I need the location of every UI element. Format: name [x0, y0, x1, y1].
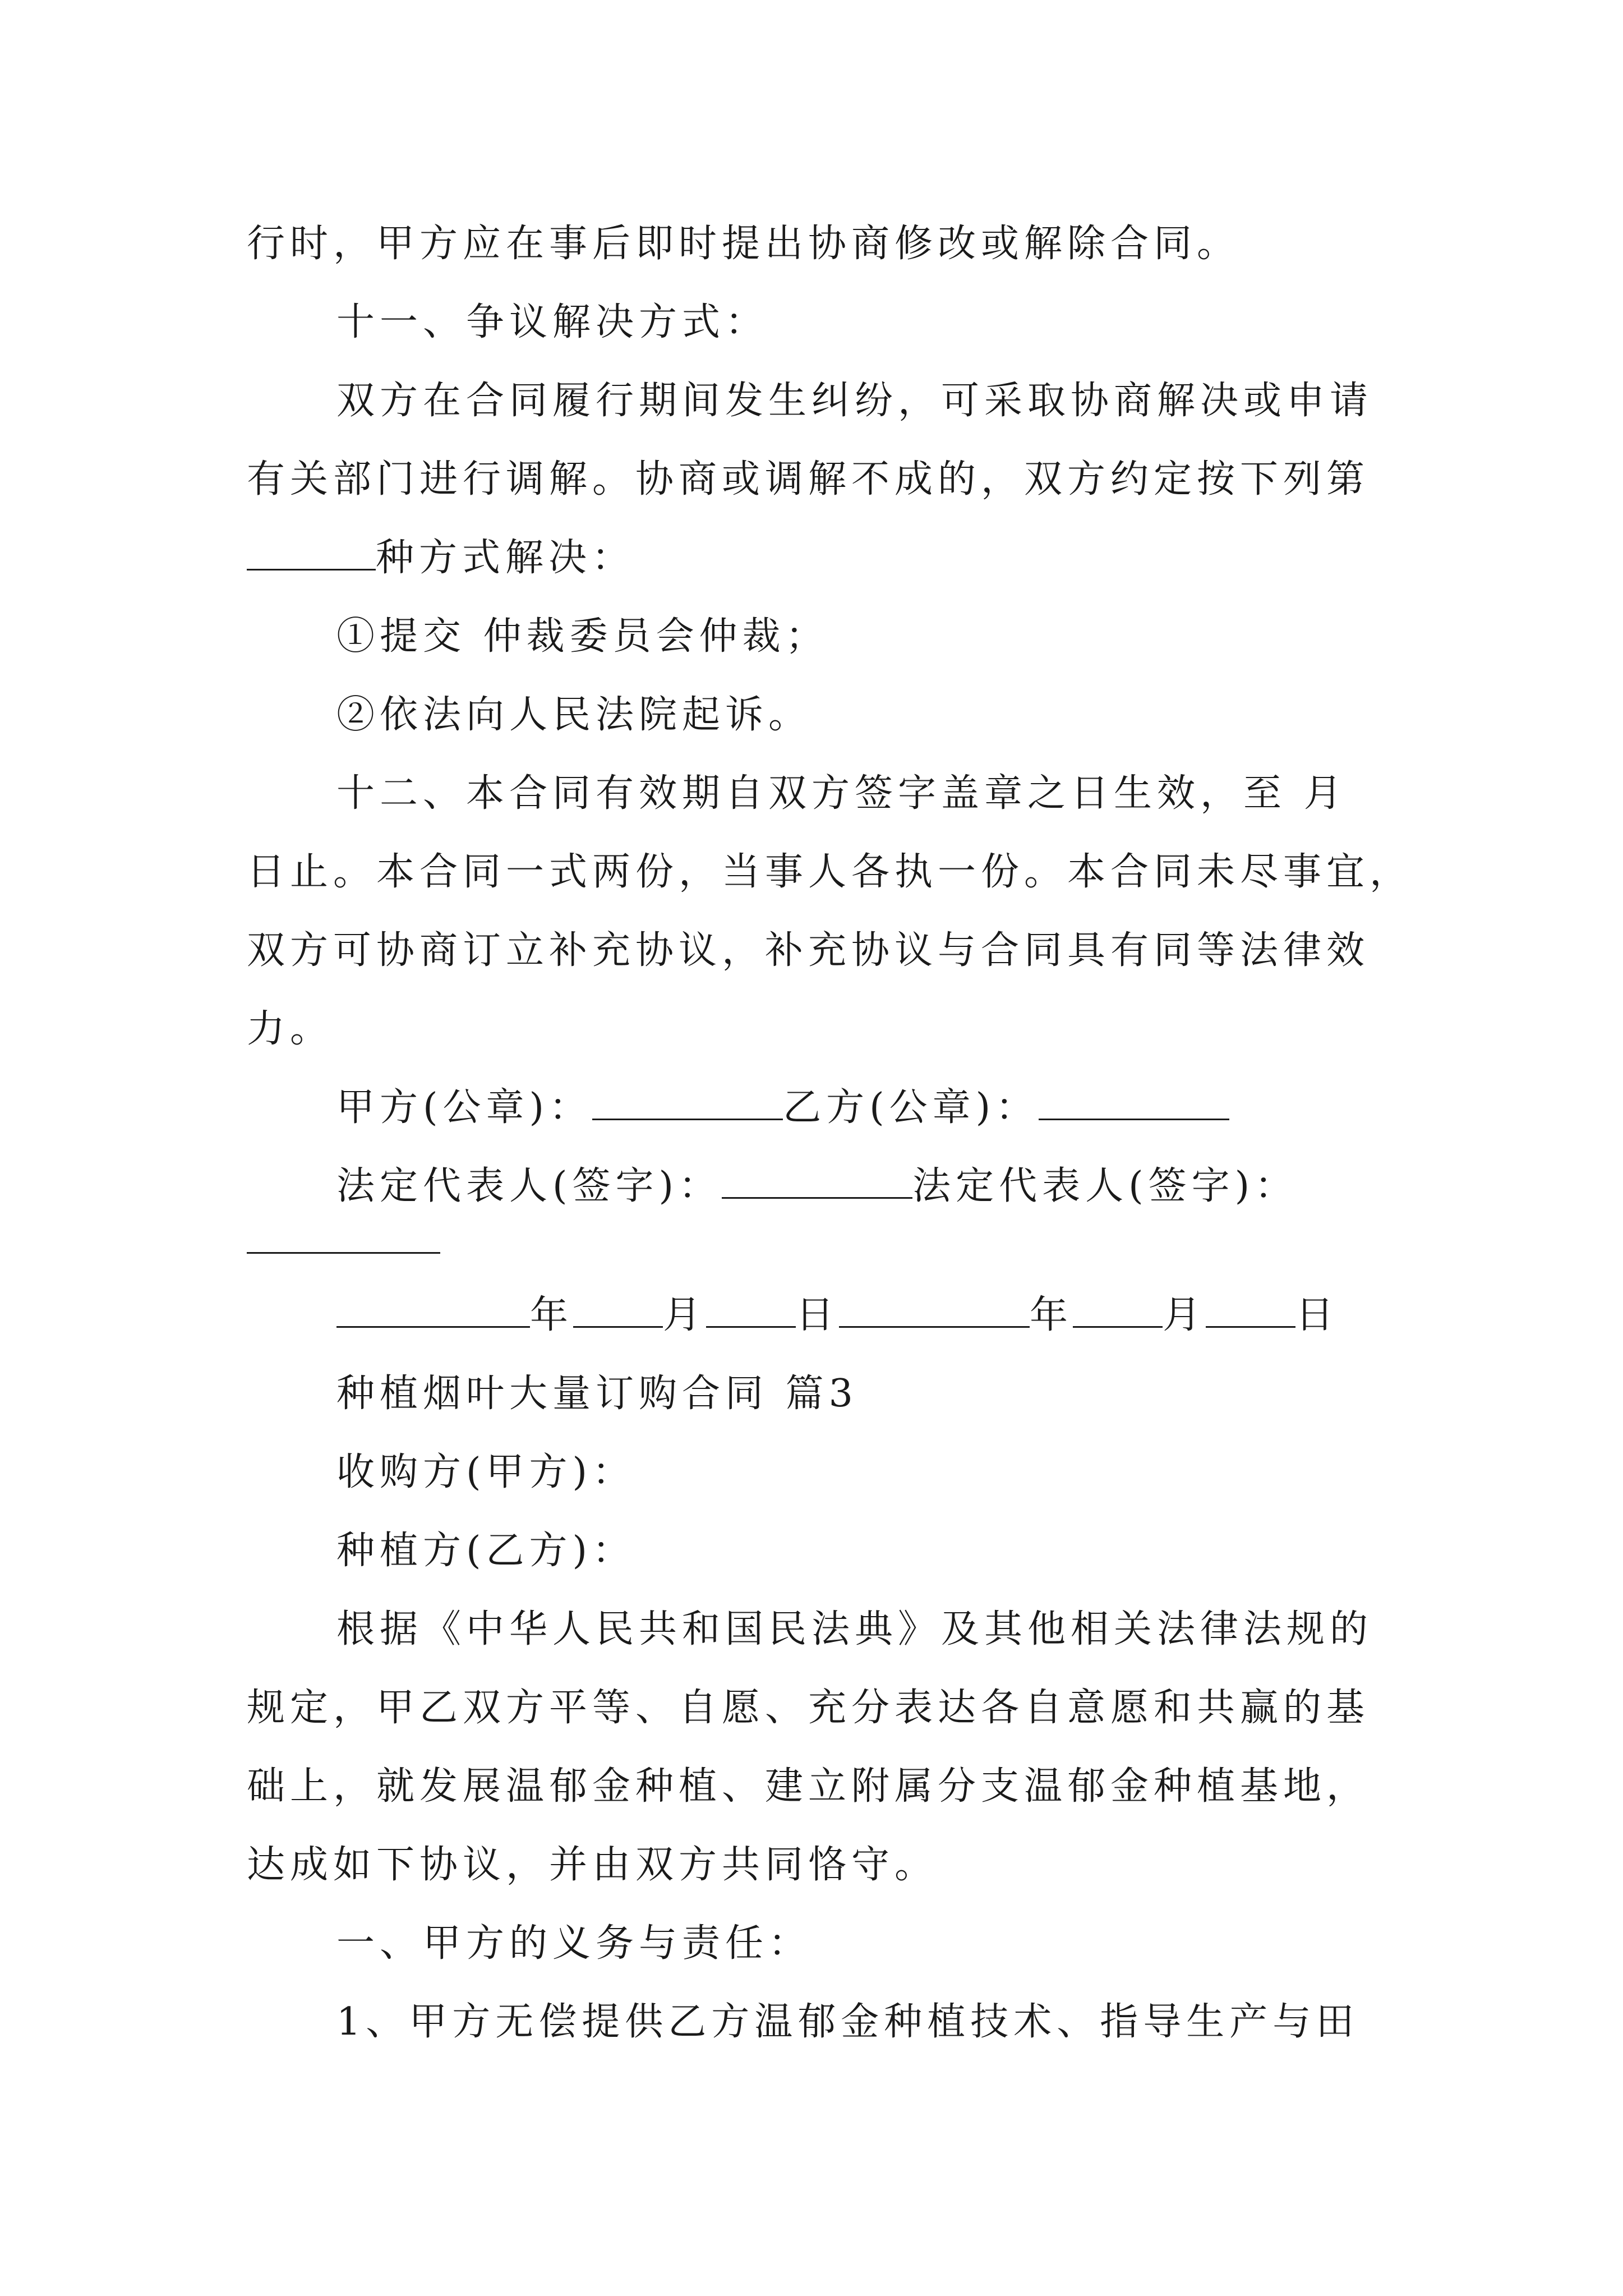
list-item — [336, 690, 1481, 740]
year-label: 年 — [530, 1293, 574, 1337]
party-b-representative-blank[interactable] — [247, 1252, 440, 1254]
signature-representative-line — [336, 1161, 1481, 1212]
text-run: 一、甲方的义务与责任： — [336, 1921, 812, 1966]
party-a-day-blank[interactable] — [706, 1291, 796, 1328]
party-b-month-blank[interactable] — [1073, 1291, 1163, 1328]
text-run: 规定，甲乙双方平等、自愿、充分表达各自意愿和共赢的基 — [247, 1686, 1370, 1730]
party-b-year-blank[interactable] — [839, 1291, 1030, 1328]
text-run: 有关部门进行调解。协商或调解不成的，双方约定按下列第 — [247, 457, 1370, 501]
text-run: 达成如下协议，并由双方共同恪守。 — [247, 1843, 938, 1887]
party-b-day-blank[interactable] — [1206, 1291, 1295, 1328]
paragraph-line — [247, 219, 1391, 269]
text-run: ①提交 仲裁委员会仲裁； — [336, 614, 829, 659]
buyer-party-line — [336, 1447, 1481, 1498]
text-run: 行时，甲方应在事后即时提出协商修改或解除合同。 — [247, 222, 1241, 266]
party-b-representative-label: 法定代表人(签字)： — [912, 1164, 1298, 1208]
contract-title — [336, 1369, 1481, 1419]
signature-seal-line — [336, 1083, 1481, 1133]
year-label: 年 — [1030, 1293, 1073, 1337]
paragraph-line — [247, 926, 1391, 976]
party-a-representative-label: 法定代表人(签字)： — [336, 1164, 722, 1208]
paragraph-line — [247, 1683, 1391, 1733]
list-item — [336, 1997, 1481, 2047]
text-run: 十二、本合同有效期自双方签字盖章之日生效，至 月 — [336, 771, 1347, 816]
party-a-seal-blank[interactable] — [592, 1084, 783, 1120]
party-b-seal-blank[interactable] — [1039, 1084, 1229, 1120]
text-run: ②依法向人民法院起诉。 — [336, 693, 812, 737]
month-label: 月 — [1163, 1293, 1206, 1337]
party-a-month-blank[interactable] — [573, 1291, 663, 1328]
party-a-seal-label: 甲方(公章)： — [336, 1085, 593, 1130]
text-run: 种方式解决： — [376, 536, 635, 580]
text-run: 日止。本合同一式两份，当事人各执一份。本合同未尽事宜， — [247, 850, 1413, 894]
text-run: 双方可协商订立补充协议，补充协议与合同具有同等法律效 — [247, 928, 1370, 973]
text-run: 础上，就发展温郁金种植、建立附属分支温郁金种植基地， — [247, 1764, 1370, 1809]
paragraph-line — [247, 1840, 1391, 1890]
signature-date-line — [336, 1290, 1481, 1341]
section-heading-1 — [336, 1918, 1481, 1969]
day-label: 日 — [796, 1293, 840, 1337]
party-a-representative-blank[interactable] — [722, 1162, 912, 1199]
paragraph-line — [247, 1761, 1391, 1812]
day-label: 日 — [1295, 1293, 1339, 1337]
paragraph-line — [336, 376, 1481, 426]
text-run: 1、甲方无偿提供乙方温郁金种植技术、指导生产与田 — [336, 2000, 1359, 2044]
text-run: 力。 — [247, 1007, 334, 1051]
month-label: 月 — [663, 1293, 707, 1337]
text-run: 种植方(乙方)： — [336, 1529, 636, 1573]
text-run: 双方在合同履行期间发生纠纷，可采取协商解决或申请 — [336, 379, 1373, 423]
list-item — [336, 611, 1481, 662]
paragraph-line — [247, 454, 1391, 505]
section-heading-12 — [336, 769, 1481, 819]
text-run: 种植烟叶大量订购合同 篇3 — [336, 1372, 858, 1416]
text-run: 收购方(甲方)： — [336, 1450, 636, 1494]
paragraph-line — [247, 847, 1413, 898]
grower-party-line — [336, 1526, 1481, 1576]
section-heading-11 — [336, 297, 1481, 348]
text-run: 根据《中华人民共和国民法典》及其他相关法律法规的 — [336, 1607, 1373, 1651]
paragraph-line — [247, 1004, 1391, 1055]
party-a-year-blank[interactable] — [336, 1291, 530, 1328]
paragraph-line — [247, 533, 1391, 583]
text-run: 十一、争议解决方式： — [336, 300, 769, 344]
party-b-seal-label: 乙方(公章)： — [783, 1085, 1039, 1130]
paragraph-line — [336, 1604, 1481, 1655]
fill-in-blank[interactable] — [247, 534, 376, 570]
